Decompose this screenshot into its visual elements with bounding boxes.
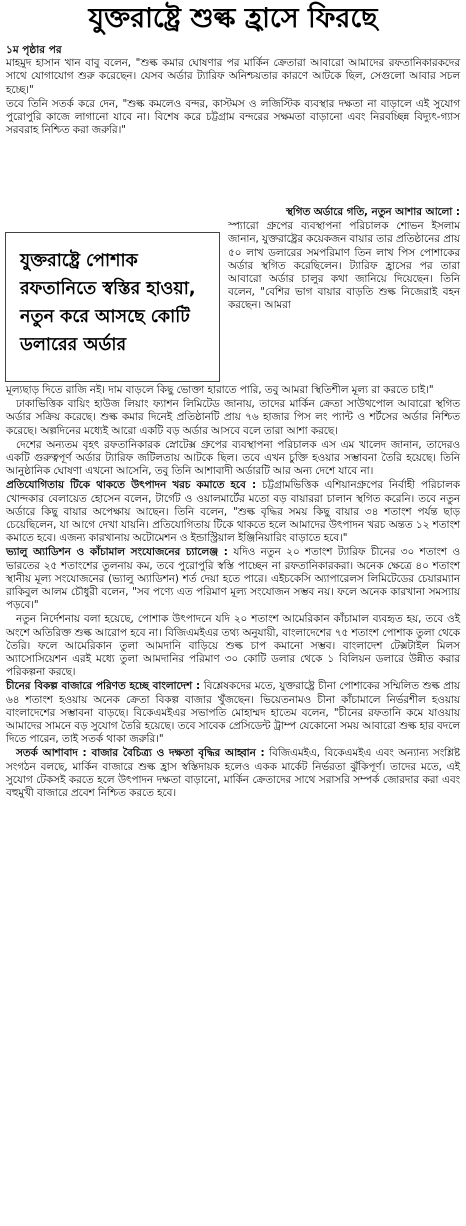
subheading-cautious-optimism: সতর্ক আশাবাদ : বাজার বৈচিত্র্য ও দক্ষতা বৃদ্ধির আহ্বান : [16,747,265,760]
paragraph-1: মাহমুদ হাসান খান বাবু বলেন, "শুল্ক কমার ঘোষণার পর মার্কিন ক্রেতারা আবারো আমাদের রফতানিকারকদের সাথে যোগাযোগ শুরু করেছেন। যেসব অর্ডার ট্যারিফ অনিশ্চয়তার কারণে আটকে ছিল, সেগুলো আবার সচল হচ্ছে।" [6,57,460,96]
paragraph-9-text: বিশ্লেষকদের মতে, যুক্তরাষ্ট্রে চীনা পোশাকের সম্মিলিত শুল্ক প্রায় ৬৪ শতাংশ হওয়ায় অনেক ক্রেতা বিকল্প বাজার খুঁজছেন। ভিয়েতনামও চীনা কাঁচামালে নির্ভরশীল হওয়ায় বাংলাদেশের সম্ভাবনা বাড়ছে। বিকেএমইএর সভাপতি মোহাম্মদ হাতেম বলেন, "চীনের রফতানি কমে যাওয়ায় আমাদের সামনে বড় সুযোগ তৈরি হয়েছে। তবে সাবেক প্রেসিডেন্ট ট্রাম্প যেকোনো সময় আবারো শুল্ক হার বদলে দিতে পারেন, তাই সতর্ক থাকা জরুরি।" [6,680,460,746]
subheading-china-alternative: চীনের বিকল্প বাজারে পরিণত হচ্ছে বাংলাদেশ : [6,680,201,693]
paragraph-2: তবে তিনি সতর্ক করে দেন, "শুল্ক কমলেও বন্দর, কাস্টমস ও লজিস্টিক ব্যবস্থার দক্ষতা না বাড়ালে এই সুযোগ পুরোপুরি কাজে লাগানো যাবে না। বিশেষ করে চট্টগ্রাম বন্দরের সক্ষমতা বাড়ানো এবং নিরবচ্ছিন্ন বিদ্যুৎ-গ্যাস সরবরাহ নিশ্চিত করা জরুরি।" [6,97,460,137]
paragraph-6-text: চট্টগ্রামভিত্তিক এশিয়ানগ্রুপের নির্বাহী পরিচালক খোন্দকার বেলায়েত হোসেন বলেন, টার্গেট ও ওয়ালমার্টের মতো বড় বায়াররা চালান স্থগিত করেনি। তবে নতুন অর্ডারে কিছু বায়ার অপেক্ষায় আছেন। তিনি বলেন, "শুল্ক বৃদ্ধির সময় কিছু বায়ার ৩৪ শতাংশ পর্যন্ত ছাড় চেয়েছিলেন, যা আগে দেখা যায়নি। প্রতিযোগিতায় টিকে থাকতে হলে আমাদের উৎপাদন খরচ অন্তত ১২ শতাংশ কমাতে হবে। এজন্য কারখানায় অটোমেশন ও ইন্ডাস্ট্রিয়াল ইঞ্জিনিয়ারিং বাড়াতে হবে।" [6,479,460,545]
paragraph-8: নতুন নির্দেশনায় বলা হয়েছে, পোশাক উৎপাদনে যদি ২০ শতাংশ আমেরিকান কাঁচামাল ব্যবহৃত হয়, তবে ওই অংশে অতিরিক্ত শুল্ক আরোপ হবে না। বিজিএমইএর তথ্য অনুযায়ী, বাংলাদেশের ৭৫ শতাংশ পোশাক তুলা থেকে তৈরি। ফলে আমেরিকান তুলা আমদানি বাড়িয়ে শুল্ক চাপ কমানো সম্ভব। বাংলাদেশ টেক্সটাইল মিলস অ্যাসোসিয়েশন এরই মধ্যে তুলা আমদানির পরিমাণ ৩০ কোটি ডলার থেকে ১ বিলিয়ন ডলারে উন্নীত করার পরিকল্পনা করছে। [6,613,460,679]
paragraph-10 [6,747,460,800]
pull-quote-box: যুক্তরাষ্ট্রে পোশাক রফতানিতে স্বস্তির হাওয়া, নতুন করে আসছে কোটি ডলারের অর্ডার [5,232,220,382]
subheading-value-addition: ভ্যালু অ্যাডিশন ও কাঁচামাল সংযোজনের চ্যালেঞ্জ : [6,546,228,559]
subheading-deferred-orders: স্থগিত অর্ডারে গতি, নতুন আশার আলো : [285,206,460,218]
subheading-competitiveness: প্রতিযোগিতায় টিকে থাকতে উৎপাদন খরচ কমাতে হবে : [6,479,257,492]
paragraph-3-wrapped: স্প্যারো গ্রুপের ব্যবস্থাপনা পরিচালক শোভন ইসলাম জানান, যুক্তরাষ্ট্রের কয়েকজন বায়ার তার প্রতিষ্ঠানের প্রায় ৫০ লাখ ডলারের সমপরিমাণ তিন লাখ পিস পোশাকের অর্ডার স্থগিত করেছিলেন। ট্যারিফ হ্রাসের পর তারা আবারো অর্ডার চালুর কথা জানিয়ে দিয়েছেন। তিনি বলেন, "বেশির ভাগ বায়ার বাড়তি শুল্ক নিজেরাই বহন করছেন। আমরা [228,220,460,312]
paragraph-4: ঢাকাভিত্তিক বায়িং হাউজ লিয়াং ফ্যাশন লিমিটেড জানায়, তাদের মার্কিন ক্রেতা সাউথপোল আবারো স্থগিত অর্ডার সক্রিয় করেছে। শুল্ক কমার দিনেই প্রতিষ্ঠানটি প্রায় ৭৬ হাজার পিস লং প্যান্ট ও শর্টসের অর্ডার নিশ্চিত করেছে। অল্পদিনের মধ্যেই আরো একটি বড় অর্ডার আসবে বলে তারা আশা করছে। [6,398,460,437]
article-body [6,384,460,801]
paragraph-5: দেশের অন্যতম বৃহৎ রফতানিকারক স্নোটেক্স গ্রুপের ব্যবস্থাপনা পরিচালক এস এম খালেদ জানান, তাদেরও একটি গুরুত্বপূর্ণ অর্ডার ট্যারিফ জটিলতায় আটকে ছিল। তবে এখন চুক্তি হওয়ার সম্ভাবনা তৈরি হয়েছে। তিনি আনুষ্ঠানিক ঘোষণা এখনো আসেনি, তবু তিনি আশাবাদী অর্ডারটি আর অন্য দেশে যাবে না। [6,438,460,478]
continued-from-kicker: ১ম পৃষ্ঠার পর [6,44,62,56]
paragraph-10-text: বিজিএমইএ, বিকেএমইএ এবং অন্যান্য সংশ্লিষ্ট সংগঠন বলছে, মার্কিন বাজারে শুল্ক হ্রাস স্বস্তিদায়ক হলেও একক মার্কেট নির্ভরতা ঝুঁকিপূর্ণ। তাদের মতে, এই সুযোগ টেকসই করতে হলে উৎপাদন দক্ষতা বাড়ানো, মার্কিন ক্রেতাদের সাথে সরাসরি সম্পর্ক জোরদার করা এবং বহুমুখী বাজারে প্রবেশ নিশ্চিত করতে হবে। [6,747,460,800]
paragraph-7-text: যদিও নতুন ২০ শতাংশ ট্যারিফ চীনের ৩০ শতাংশ ও ভারতের ২৫ শতাংশের তুলনায় কম, তবে পুরোপুরি স্বস্তি পাচ্ছেন না রফতানিকারকরা। অনেক ক্ষেত্রে ৪০ শতাংশ স্থানীয় মূল্য সংযোজনের (ভ্যালু অ্যাডিশন) শর্ত দেয়া হতে পারে। এইচকেসি অ্যাপারেলস লিমিটেডের চেয়ারম্যান রাকিবুল আলম চৌধুরী বলেন, "সব পণ্যে এত পরিমাণ মূল্য সংযোজন সম্ভব নয়। ফলে অনেক কারখানা সমস্যায় পড়বে।" [6,546,460,612]
article-intro [6,44,460,138]
paragraph-7 [6,546,460,612]
headline: যুক্তরাষ্ট্রে শুল্ক হ্রাসে ফিরছে [88,3,378,34]
section-heading-line [6,206,460,219]
paragraph-9 [6,680,460,746]
paragraph-3-continued: মূল্যছাড় দিতে রাজি নই। দাম বাড়লে কিছু ভোক্তা হারাতে পারি, তবু আমরা স্থিতিশীল মূল্য রা করতে চাই।" [6,384,434,396]
paragraph-6 [6,479,460,545]
